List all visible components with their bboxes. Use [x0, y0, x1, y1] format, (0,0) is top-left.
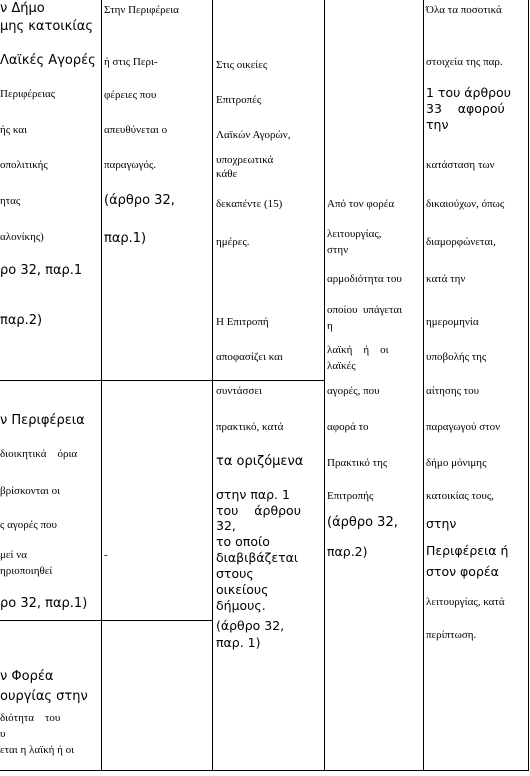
col1-block1-line: αλονίκης) — [0, 231, 44, 243]
col5-line: λειτουργίας, κατά — [426, 596, 505, 608]
col1-block2-line: μεί να — [0, 549, 27, 561]
col1-block2-line: ν Περιφέρεια — [0, 413, 85, 428]
col3-line: διαβιβάζεται — [216, 550, 299, 565]
col3-line: στην παρ. 1 — [216, 487, 290, 502]
col4-line: αφορά το — [327, 421, 369, 433]
column-4 — [326, 0, 423, 770]
col2-block1-line: Στην Περιφέρεια — [104, 4, 179, 16]
column-3 — [214, 0, 324, 770]
col5-line: κατάσταση των — [426, 159, 495, 171]
col3-line: τα οριζόμενα — [216, 454, 304, 469]
col2-block1-line: (άρθρο 32, — [104, 193, 175, 208]
col2-block2-dash: - — [104, 549, 108, 561]
col4-line: στην — [327, 244, 349, 256]
col1-block1-line: ητας — [0, 195, 21, 207]
col2-block1-line: ή στις Περι- — [104, 56, 158, 68]
col5-line: Όλα τα ποσοτικά — [426, 4, 502, 16]
col3-line: 32, — [216, 518, 236, 533]
col3-line: κάθε — [216, 168, 238, 180]
column-divider-5 — [528, 0, 529, 770]
col3-line: αποφασίζει και — [216, 351, 283, 363]
col5-line: 33 αφορού — [426, 101, 505, 116]
col3-line: (άρθρο 32, — [216, 618, 285, 633]
col2-block1-line: απευθύνεται ο — [104, 124, 168, 136]
col5-line: την — [426, 117, 449, 132]
col4-line: λειτουργίας, — [327, 228, 382, 240]
col1-block2-line: ηριοποιηθεί — [0, 565, 53, 577]
col1-block2-line: βρίσκονται οι — [0, 485, 61, 497]
column-divider-4 — [423, 0, 424, 770]
col1-block1-line: ρο 32, παρ.1 — [0, 263, 83, 278]
col1-block3-line: διότητα του — [0, 712, 61, 724]
col5-line: κατοικίας τους, — [426, 490, 494, 502]
col3-line: ημέρες. — [216, 236, 250, 248]
col3-line: οικείους — [216, 582, 269, 597]
column-5 — [425, 0, 528, 770]
col5-line: στοιχεία της παρ. — [426, 56, 503, 68]
col4-line: λαϊκές — [327, 360, 356, 372]
col1-block3-line: ν Φορέα — [0, 669, 54, 684]
col4-line: αγορές, που — [327, 385, 380, 397]
col4-line: Πρακτικό της — [327, 457, 388, 469]
col3-line: παρ. 1) — [216, 635, 261, 650]
col3-line: του άρθρου — [216, 503, 301, 518]
col1-block2-line: διοικητικά όρια — [0, 448, 78, 460]
col1-block3-line: υ — [0, 728, 6, 740]
col3-line: υποχρεωτικά — [216, 154, 274, 166]
col4-line: παρ.2) — [327, 544, 368, 559]
col3-line: δήμους. — [216, 598, 266, 613]
col1-block1-line: ής και — [0, 124, 28, 136]
col1-block3-line: εται η λαϊκή ή οι — [0, 744, 75, 756]
col1-block2-line: ς αγορές που — [0, 519, 57, 531]
col4-line: η — [327, 320, 333, 332]
col1-block1-line: ν Δήμο — [0, 1, 45, 16]
col2-block1-line: φέρειες που — [104, 89, 157, 101]
col3-line: Λαϊκών Αγορών, — [216, 129, 291, 141]
column-divider-2 — [212, 0, 213, 770]
col1-block1-line: Λαϊκές Αγορές — [0, 53, 96, 68]
col5-line: αίτησης του — [426, 385, 480, 397]
col4-line: οποίου υπάγεται — [327, 304, 403, 316]
col4-line: αρμοδιότητα του — [327, 273, 402, 285]
col3-line: Επιτροπές — [216, 94, 262, 106]
col5-line: υποβολής της — [426, 351, 487, 363]
col5-line: δήμο μόνιμης — [426, 457, 487, 469]
col5-line: δικαιούχων, όπως — [426, 198, 505, 210]
col5-line: στον φορέα — [426, 564, 499, 579]
col1-block1-line: οπολιτικής — [0, 159, 48, 171]
col4-line: Από τον φορέα — [327, 198, 395, 210]
col3-line: στους — [216, 566, 254, 581]
col3-line: το οποίο — [216, 534, 270, 549]
col5-line: περίπτωση. — [426, 629, 477, 641]
col5-line: ημερομηνία — [426, 316, 479, 328]
column-2 — [102, 0, 212, 770]
col5-line: 1 του άρθρου — [426, 85, 511, 100]
col2-block1-line: παραγωγός. — [104, 159, 157, 171]
col1-block2-line: ρο 32, παρ.1) — [0, 596, 88, 611]
col4-line: λαϊκή ή οι — [327, 344, 389, 356]
col3-line: συντάσσει — [216, 385, 262, 397]
col5-line: στην — [426, 516, 457, 531]
col3-line: Η Επιτροπή — [216, 316, 269, 328]
col1-block1-line: Περιφέρειας — [0, 88, 56, 100]
col3-line: δεκαπέντε (15) — [216, 198, 283, 210]
col3-line: Στις οικείες — [216, 59, 268, 71]
col1-block3-line: ουργίας στην — [0, 689, 88, 704]
col1-block1-line: παρ.2) — [0, 313, 43, 328]
col4-line: Επιτροπής — [327, 490, 374, 502]
column-divider-3 — [324, 0, 325, 770]
col5-line: Περιφέρεια ή — [426, 543, 509, 558]
col5-line: κατά την — [426, 273, 466, 285]
table-bottom-border — [0, 770, 529, 771]
col1-block1-line: μης κατοικίας — [0, 19, 93, 34]
col5-line: διαμορφώνεται, — [426, 236, 496, 248]
col3-line: πρακτικό, κατά — [216, 421, 284, 433]
col5-line: παραγωγού στον — [426, 421, 501, 433]
column-1 — [0, 0, 101, 770]
col4-line: (άρθρο 32, — [327, 515, 398, 530]
col2-block1-line: παρ.1) — [104, 231, 147, 246]
